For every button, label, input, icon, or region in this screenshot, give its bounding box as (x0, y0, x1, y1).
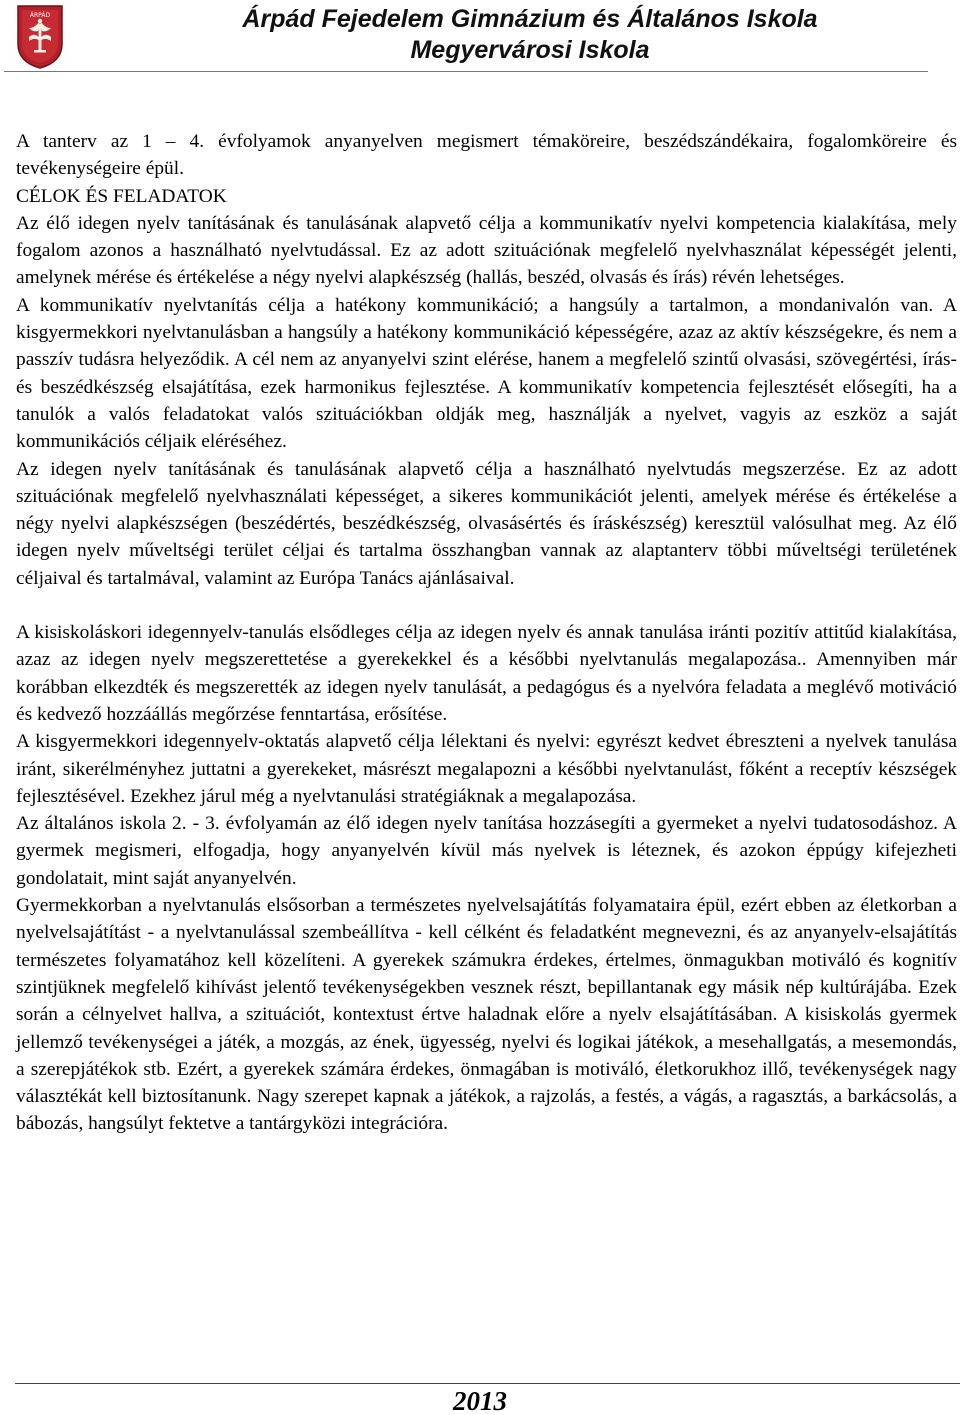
paragraph-curriculum-basis: A tanterv az 1 – 4. évfolyamok anyanyelven megismert témaköreire, beszédszándékaira, fogalomköreire és tevékenységeire épül. (16, 131, 957, 180)
arpad-coat-of-arms-icon (16, 4, 64, 70)
header-divider (4, 71, 928, 72)
paragraph-communicative-competence: Az élő idegen nyelv tanításának és tanulásának alapvető célja a kommunikatív nyelvi kompetencia kialakítása, mely fogalom azonos a használható nyelvtudással. Ez az adott szituációnak megfelelő nyelvhasználat képességét jelenti, amelynek mérése és értékelése a négy nyelvi alapkészség (hallás, beszéd, olvasás és írás) révén lehetséges. (16, 212, 957, 289)
school-name (180, 4, 880, 66)
page-header (0, 0, 960, 74)
school-name-line1: Árpád Fejedelem Gimnázium és Általános Iskola (242, 5, 818, 33)
paragraph-usable-language-skills: Az idegen nyelv tanításának és tanulásának alapvető célja a használható nyelvtudás megszerzése. Ez az adott szituációnak megfelelő nyelvhasználati képességet, a sikeres kommunikációt jelenti, amelyek mérése és értékelése a négy nyelvi alapkészségen (beszédértés, beszédkészség, olvasásértés és íráskészség) keresztül valósulhat meg. Az élő idegen nyelv műveltségi terület céljai és tartalma összhangban vannak az alaptanterv többi műveltségi területének céljaival és tartalmával, valamint az Európa Tanács ajánlásaival. (16, 458, 957, 589)
footer-divider (15, 1383, 960, 1384)
paragraph-gap (16, 592, 957, 619)
logo-text: ÁRPÁD (29, 12, 51, 19)
paragraph-language-awareness: Az általános iskola 2. - 3. évfolyamán az élő idegen nyelv tanítása hozzásegíti a gyermeket a nyelvi tudatosodáshoz. A gyermek megismeri, elfogadja, hogy anyanyelvén kívül más nyelvek is léteznek, és azokon éppúgy kifejezheti gondolatait, mint saját anyanyelvén. (16, 813, 957, 889)
paragraph-communicative-teaching: A kommunikatív nyelvtanítás célja a hatékony kommunikáció; a hangsúly a tartalmon, a mondanivalón van. A kisgyermekkori nyelvtanulásban a hangsúly a hatékony kommunikáció képességére, azaz az aktív készségekre, és nem a passzív tudásra helyeződik. A cél nem az anyanyelvi szint elérése, hanem a megfelelő szintű olvasási, szövegértési, írás- és beszédkészség elsajátítása, ezek harmonikus fejlesztése. A kommunikatív kompetencia fejlesztését elősegíti, ha a tanulók a valós feladatokat valós szituációkban oldják meg, használják a nyelvet, vagyis az eszköz a saját kommunikációs céljaik eléréséhez. (16, 294, 957, 453)
section-heading: CÉLOK ÉS FELADATOK (16, 185, 227, 207)
paragraph-natural-acquisition: Gyermekkorban a nyelvtanulás elsősorban a természetes nyelvelsajátítás folyamataira épül, ezért ebben az életkorban a nyelvelsajátítást - a nyelvtanulással szembeállítva - kell célként és feladatként megnevezni, és az anyanyelv-elsajátítás természetes folyamatához kell közelíteni. A gyerekek számukra érdekes, értelmes, önmagukban motiváló és kognitív szintjüknek megfelelő kihívást jelentő tevékenységekben vesznek részt, bepillantanak egy másik nép kultúrájába. Ezek során a célnyelvet hallva, a szituációt, kontextust értve haladnak előre a nyelv elsajátításában. A kisiskolás gyermek jellemző tevékenységei a játék, a mozgás, az ének, ügyesség, nyelvi és logikai játékok, a mesehallgatás, a mesemondás, a szerepjátékok stb. Ezért, a gyerekek számára érdekes, önmagában is motiváló, életkorukhoz illő, tevékenységek nagy választékát kell biztosítanunk. Nagy szerepet kapnak a játékok, a rajzolás, a festés, a vágás, a ragasztás, a barkácsolás, a bábozás, hangsúlyt fektetve a tantárgyközi integrációra. (16, 895, 957, 1135)
paragraph-positive-attitude: A kisiskoláskori idegennyelv-tanulás elsődleges célja az idegen nyelv és annak tanulása iránti pozitív attitűd kialakítása, azaz az idegen nyelv megszerettetése a gyerekekkel és a későbbi nyelvtanulás megalapozása.. Amennyiben már korábban elkezdték és megszerették az idegen nyelv tanulását, a pedagógus és a nyelvóra feladata a meglévő motiváció és kedvező hozzáállás megőrzése fenntartása, erősítése. (16, 622, 957, 725)
paragraph-early-language-goals: A kisgyermekkori idegennyelv-oktatás alapvető célja lélektani és nyelvi: egyrészt kedvet ébreszteni a nyelvek tanulása iránt, sikerélményhez juttatni a gyerekeket, másrészt megalapozni a későbbi nyelvtanulást, főként a receptív készségek fejlesztésével. Ezekhez járul még a nyelvtanulási stratégiáknak a megalapozása. (16, 731, 957, 807)
document-body (16, 128, 957, 1138)
school-name-line2: Megyervárosi Iskola (410, 36, 650, 64)
footer-year: 2013 (453, 1386, 507, 1415)
